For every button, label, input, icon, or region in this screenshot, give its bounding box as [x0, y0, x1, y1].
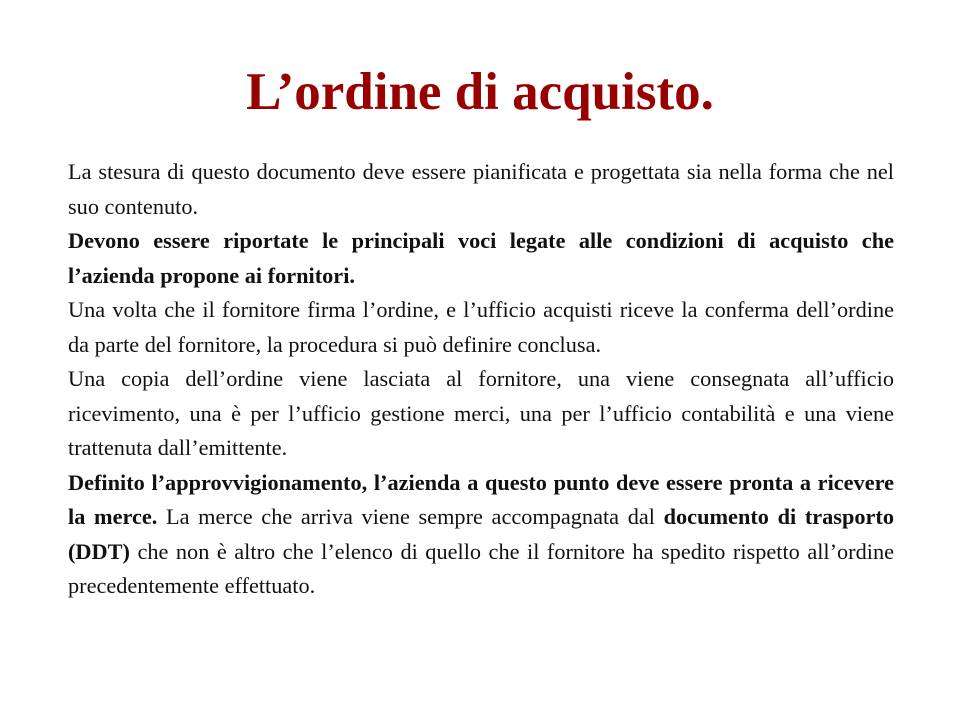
paragraph-approvvigionamento — [68, 466, 894, 604]
paragraph-voci: Devono essere riportate le principali voci legate alle condizioni di acquisto che l’azienda propone ai fornitori. — [68, 228, 894, 288]
slide-title: L’ordine di acquisto. — [246, 63, 714, 121]
approvvigionamento-bold: Definito l’approvvigionamento, l’azienda a questo punto deve essere pronta a ricevere la merce. — [68, 469, 894, 529]
ddt-bold: documento di trasporto (DDT) — [68, 504, 894, 564]
approvvigionamento-text: La merce che arriva viene sempre accompagnata dal — [157, 504, 664, 529]
paragraph-copia: Una copia dell’ordine viene lasciata al fornitore, una viene consegnata all’ufficio ricevimento, una è per l’ufficio gestione merci, una per l’ufficio contabilità e una viene trattenuta dall’emittente. — [68, 366, 894, 460]
paragraph-firma: Una volta che il fornitore firma l’ordine, e l’ufficio acquisti riceve la conferma dell’ordine da parte del fornitore, la procedura si può definire conclusa. — [68, 297, 894, 357]
slide-body — [68, 155, 894, 604]
approvvigionamento-text-end: che non è altro che l’elenco di quello che il fornitore ha spedito rispetto all’ordine precedentemente effettuato. — [68, 538, 894, 598]
paragraph-stesura: La stesura di questo documento deve essere pianificata e progettata sia nella forma che nel suo contenuto. — [68, 159, 894, 219]
